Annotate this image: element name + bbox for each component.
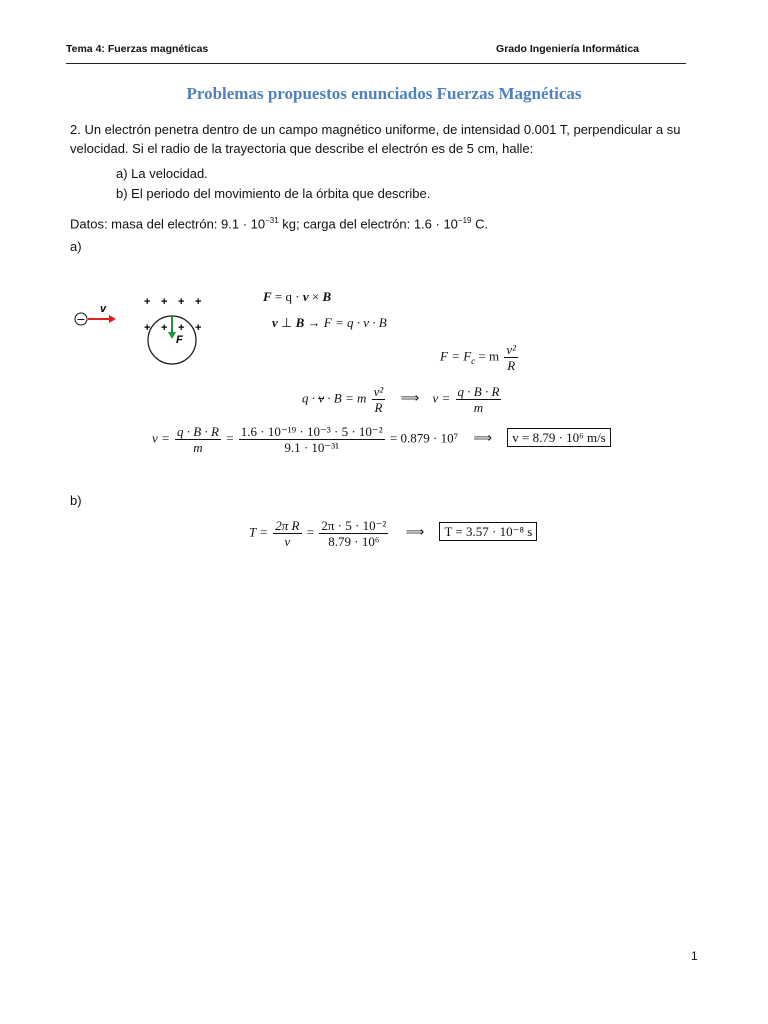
datos-line: Datos: masa del electrón: $9.1 \cdot 10^{-31}$ kg; carga del electrón: $1.6 \cdot 10^{-19}$ C. [70, 216, 489, 232]
velocity-label: v [100, 303, 107, 315]
header-right: Grado Ingeniería Informática [496, 43, 639, 55]
electron-charge [75, 313, 87, 326]
force-diagram [66, 286, 226, 376]
part-a-label: a) [70, 239, 82, 254]
svg-text:+: + [144, 322, 151, 334]
force-arrow [168, 316, 176, 339]
velocity-result-box: v = 8.79 · 10⁶ m/s [507, 428, 610, 447]
svg-text:−: − [76, 313, 86, 326]
equation-lorentz: F = q · v × B [263, 289, 332, 304]
force-label: F [176, 334, 183, 346]
velocity-arrow [88, 315, 116, 323]
item-b: b) El periodo del movimiento de la órbita que describe. [116, 186, 431, 201]
svg-text:+: + [178, 296, 185, 308]
statement-line-1: 2. Un electrón penetra dentro de un campo magnético uniforme, de intensidad 0.001 T, perpendicular a su [70, 122, 681, 137]
equation-velocity-value: v = $\frac{q \cdot B \cdot R}{m}$ = $\frac{\text{1.6 · 10⁻¹⁹ · 10⁻³ · 5 · 10⁻²}}{\text{9.1 · 10⁻³¹}}$ = 0.879 · 10⁷ ⟹ v = 8.79 · 10⁶ m/s [152, 424, 611, 455]
svg-text:+: + [195, 322, 202, 334]
svg-text:+: + [161, 296, 168, 308]
equation-solve-v: q · v · B = m $\frac{\text{v²}}{R}$ ⟹ v = $\frac{q \cdot B \cdot R}{m}$ [302, 384, 500, 415]
equation-centripetal: $F = F_c = m$ $\frac{\text{v²}}{R}$ [440, 342, 517, 373]
page-title: Problemas propuestos enunciados Fuerzas Magnéticas [186, 84, 582, 103]
page-number: 1 [691, 949, 698, 963]
problem-statement [70, 120, 700, 158]
equation-perpendicular: v ⊥ B → F = q · v · B [272, 315, 387, 330]
item-a: a) La velocidad. [116, 166, 208, 181]
svg-text:+: + [195, 296, 202, 308]
equation-period: T = $\frac{\text{2π R}}{v}$ = $\frac{\text{2π · 5 · 10⁻²}}{\text{8.79 · 10⁶}}$ ⟹ T = 3.57 · 10⁻⁸ s [249, 518, 537, 549]
statement-line-2: velocidad. Si el radio de la trayectoria que describe el electrón es de 5 cm, halle: [70, 141, 534, 156]
part-b-label: b) [70, 493, 82, 508]
svg-text:+: + [178, 322, 185, 334]
svg-text:+: + [161, 322, 168, 334]
period-result-box: T = 3.57 · 10⁻⁸ s [439, 522, 537, 541]
svg-text:+: + [144, 296, 151, 308]
header-rule [66, 63, 686, 64]
header-left: Tema 4: Fuerzas magnéticas [66, 43, 209, 55]
